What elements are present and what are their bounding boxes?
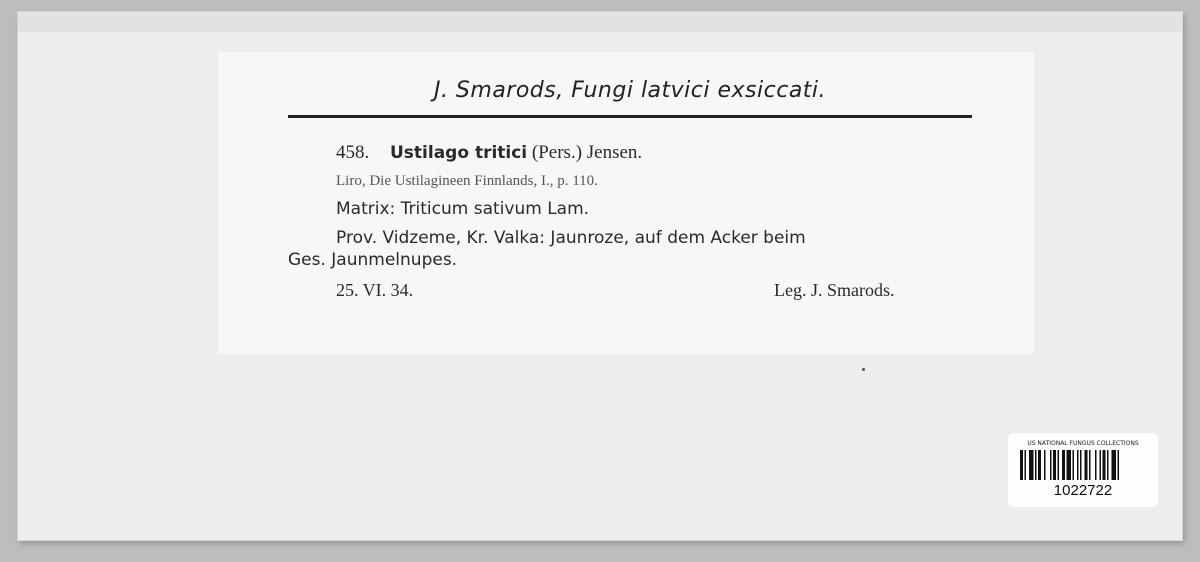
species-line	[336, 142, 642, 164]
speck	[862, 368, 865, 371]
collection-date: 25. VI. 34.	[336, 280, 414, 300]
locality-line-1: Prov. Vidzeme, Kr. Valka: Jaunroze, auf dem Acker beim	[336, 228, 806, 248]
matrix-line: Matrix: Triticum sativum Lam.	[336, 199, 590, 219]
species-name: Ustilago tritici	[390, 143, 528, 163]
exsiccata-number: 458.	[336, 142, 370, 163]
locality-line-2: Ges. Jaunmelnupes.	[288, 250, 458, 270]
species-authority: (Pers.) Jensen.	[531, 142, 643, 163]
barcode-caption: US NATIONAL FUNGUS COLLECTIONS	[1027, 440, 1139, 447]
header-rule	[288, 115, 972, 118]
envelope-flap	[18, 12, 1182, 32]
barcode-number: 1022722	[1053, 482, 1113, 499]
specimen-label	[218, 52, 1034, 354]
collector: Leg. J. Smarods.	[774, 280, 895, 300]
literature-reference: Liro, Die Ustilagineen Finnlands, I., p. 110.	[336, 173, 598, 189]
barcode-icon	[1020, 450, 1146, 480]
label-header: J. Smarods, Fungi latvici exsiccati.	[433, 78, 827, 103]
barcode-label	[1008, 433, 1158, 507]
